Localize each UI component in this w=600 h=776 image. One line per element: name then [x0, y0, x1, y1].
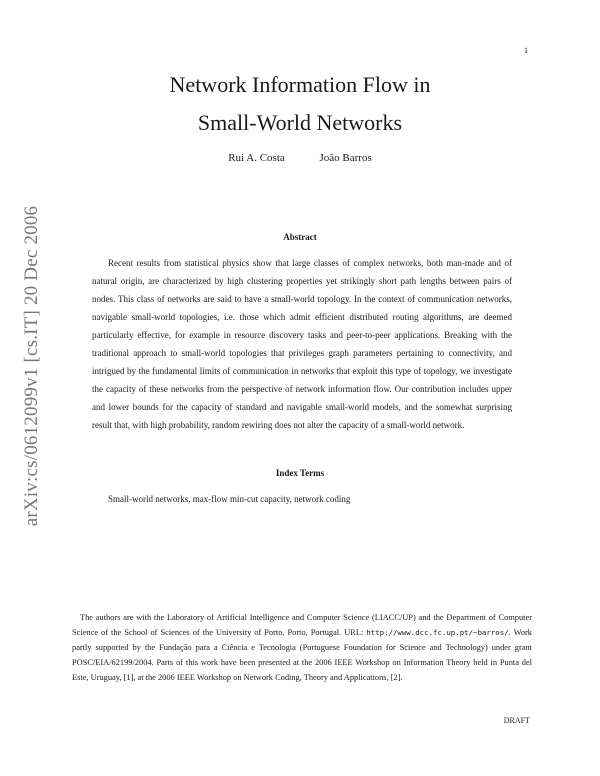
author-name: Rui A. Costa	[228, 152, 285, 164]
title-line-1: Network Information Flow in	[169, 72, 431, 97]
footnote-text: . Work partly supported by the Fundação para a Ciência e Tecnologia (Portuguese Foundation for Science and Technology) under grant POSC/EIA/62199/2004. Parts of this work have been presented at the 2006 IEEE Workshop on Information Theory held in Punta del Este, Uruguay, [1], at the 2006 IEEE Workshop on Network Coding, Theory and Applications, [2].	[72, 628, 532, 682]
draft-label: DRAFT	[503, 716, 530, 725]
title-line-2: Small-World Networks	[197, 110, 403, 135]
abstract-heading: Abstract	[283, 232, 317, 242]
abstract-body: Recent results from statistical physics show that large classes of complex networks, both man-made and of natural origin, are characterized by high clustering properties yet strikingly short path lengths between pairs of nodes. This class of networks are said to have a small-world topology. In the context of communication networks, navigable small-world topologies, i.e. those which admit efficient distributed routing algorithms, are deemed particularly effective, for example in resource discovery tasks and peer-to-peer applications. Breaking with the traditional approach to small-world topologies that privileges graph parameters pertaining to connectivity, and intrigued by the fundamental limits of communication in networks that exploit this type of topology, we investigate the capacity of these networks from the perspective of network information flow. Our contribution includes upper and lower bounds for the capacity of standard and navigable small-world models, and the somewhat surprising result that, with high probability, random rewiring does not alter the capacity of a small-world network.	[92, 258, 512, 430]
author-footnote	[72, 610, 532, 685]
arxiv-stamp	[14, 196, 50, 536]
footnote-text: The authors are with the Laboratory of Artificial Intelligence and Computer Science (LIACC/UP) and the Department of Computer Science of the School of Sciences of the University of Porto, Porto, Portugal. URL:	[72, 613, 532, 637]
author-url-link[interactable]: http://www.dcc.fc.up.pt/∼barros/	[366, 628, 509, 637]
index-terms-body: Small-world networks, max-flow min-cut capacity, network coding	[108, 494, 351, 504]
author-list	[0, 152, 600, 164]
arxiv-stamp-text: arXiv:cs/0612099v1 [cs.IT] 20 Dec 2006	[21, 205, 42, 527]
paper-title	[0, 66, 600, 142]
index-terms-heading: Index Terms	[275, 468, 325, 478]
page-number: 1	[524, 46, 528, 55]
author-name: João Barros	[319, 152, 372, 164]
